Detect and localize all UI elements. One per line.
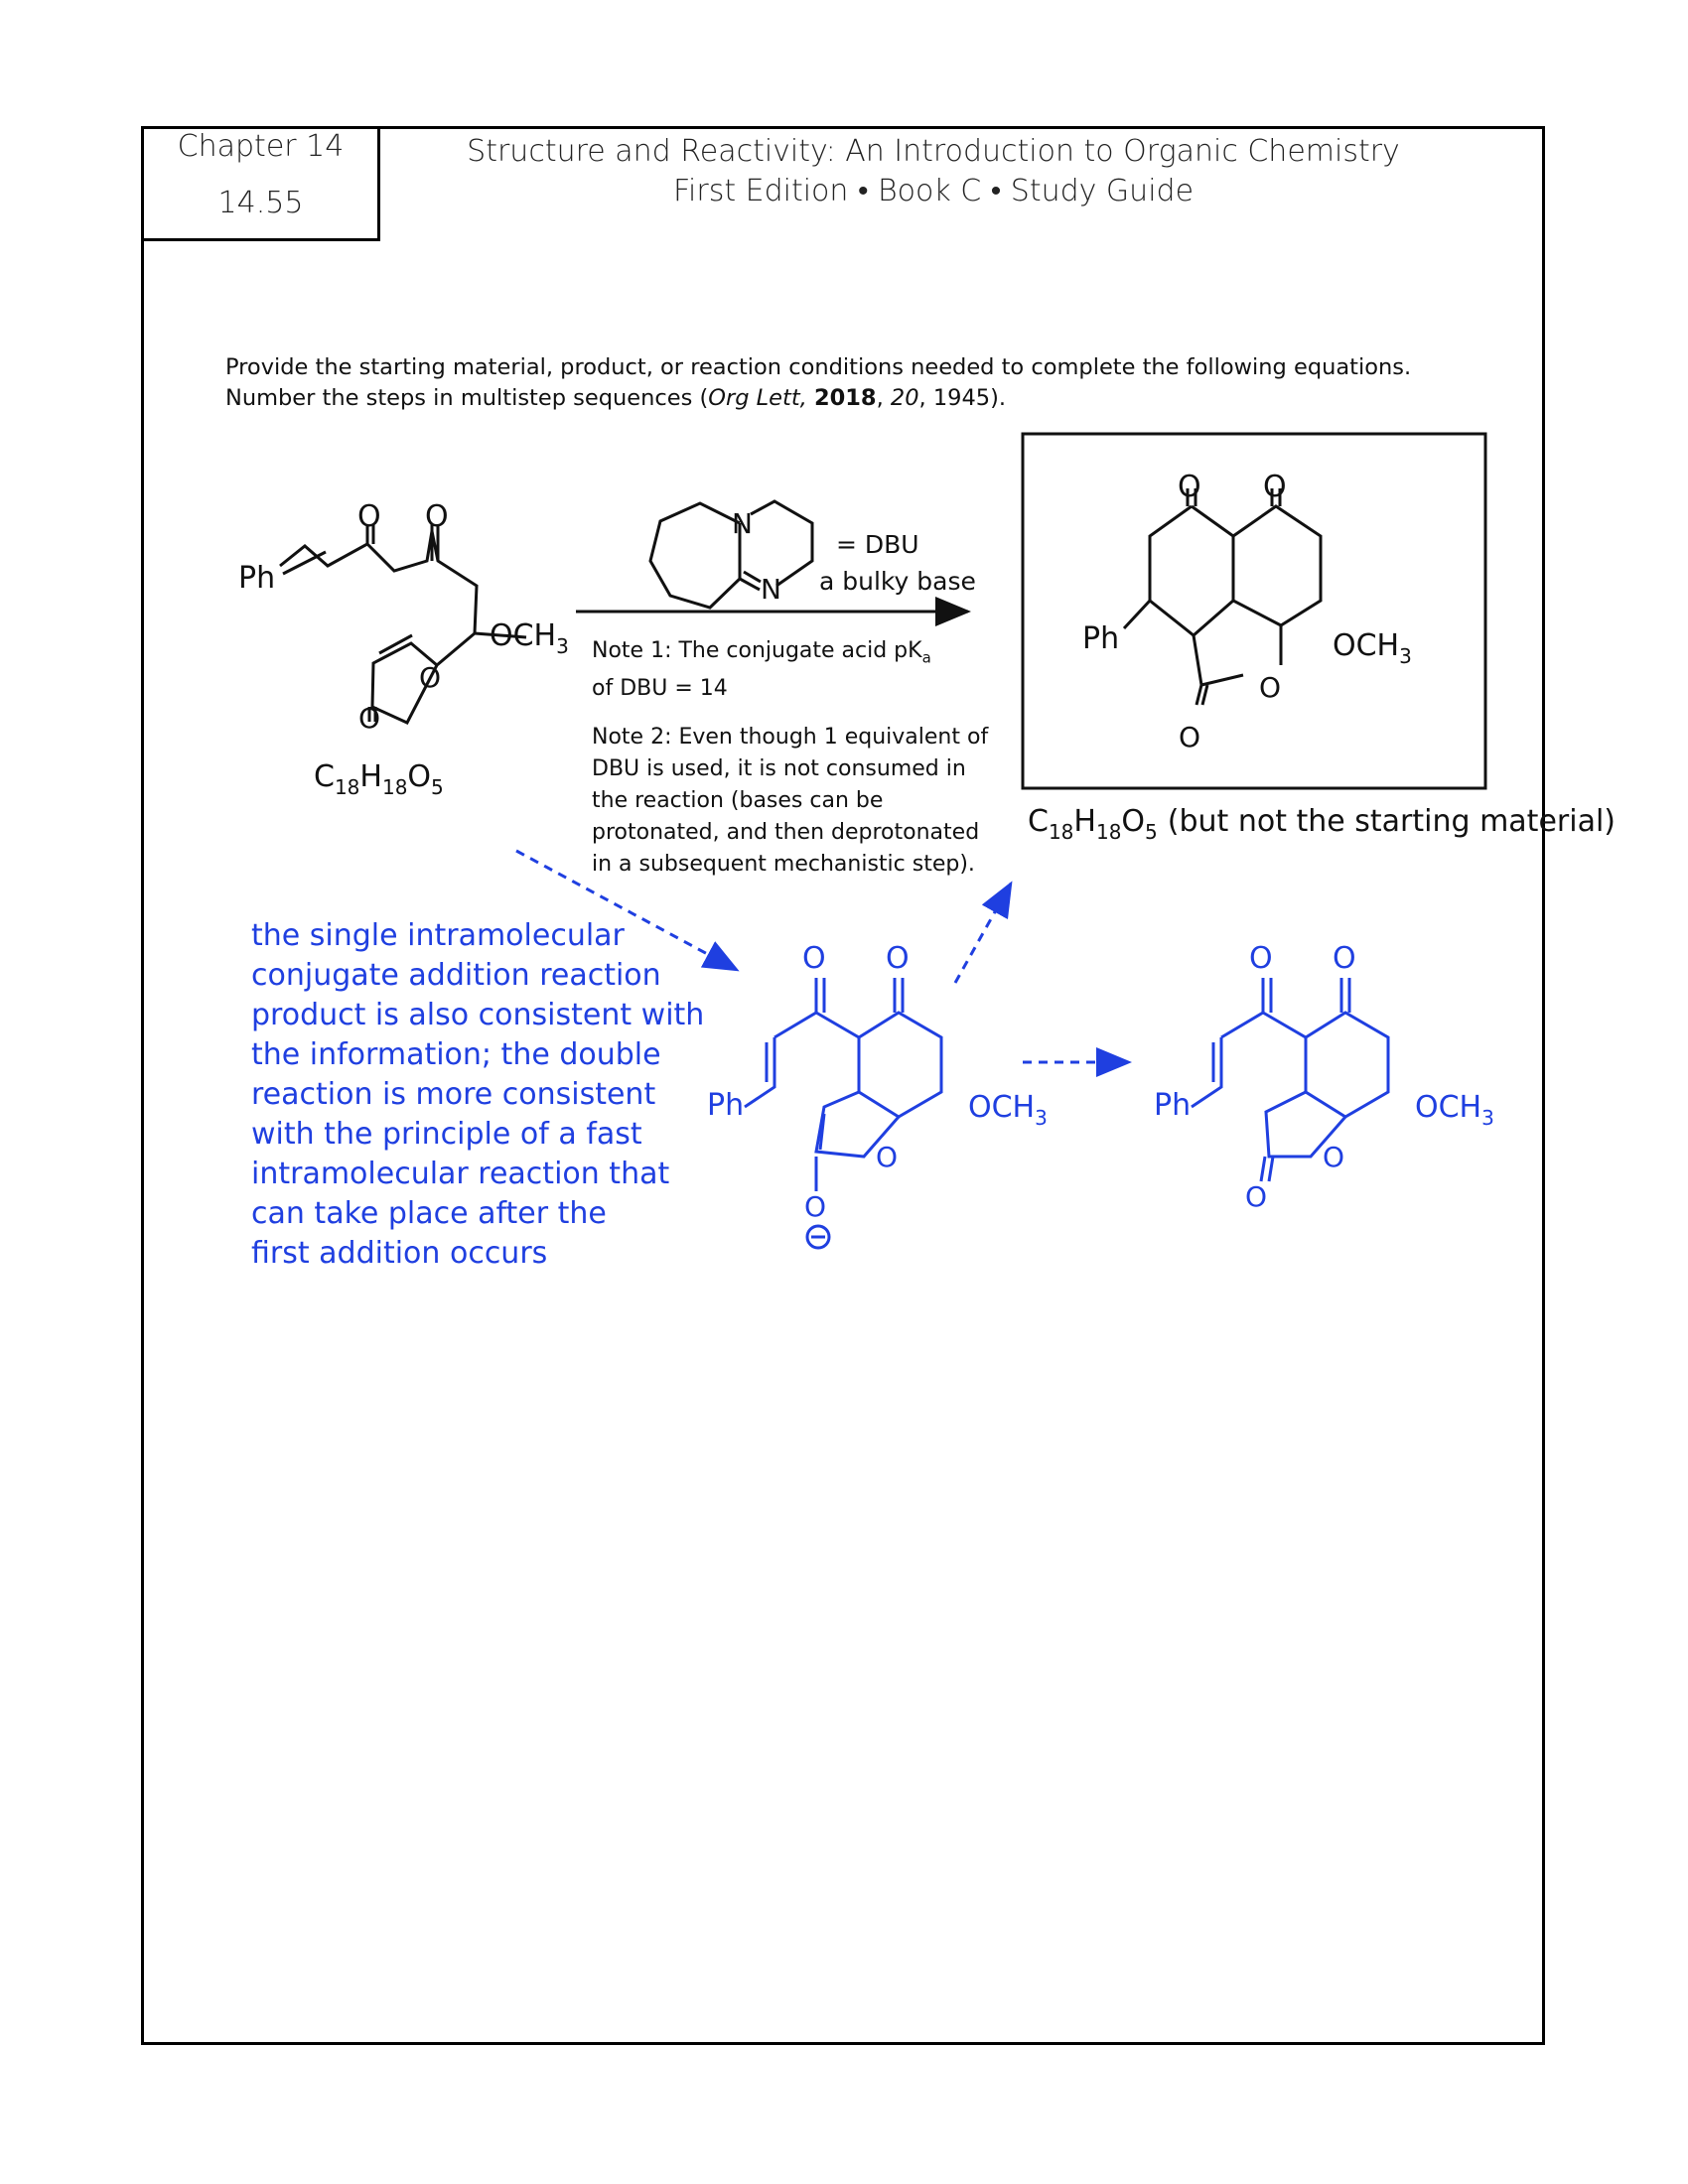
int-ring-o-label: O (876, 1141, 899, 1173)
dashed-arrow-2 (955, 884, 1011, 983)
prod-och3-label: $OCH_3$ (1333, 628, 1412, 668)
bp-ring-o-label: O (1323, 1141, 1345, 1173)
prod-ph-label: Ph (1082, 621, 1120, 656)
instruction-line-2: Number the steps in multistep sequences (Org Lett, 2018, 20, 1945). (225, 385, 1007, 411)
intermediate-structure (745, 978, 941, 1191)
sm-och3-label: $OCH_3$ (490, 618, 569, 658)
sm-o2-label: O (425, 499, 449, 534)
product-structure (1124, 488, 1321, 705)
instruction-line-1: Provide the starting material, product, or reaction conditions needed to complete the following equations. (225, 354, 1412, 380)
int-o1-label: O (802, 941, 826, 976)
blue-product-structure (1192, 978, 1388, 1181)
int-och3-label: $OCH_3$ (968, 1090, 1048, 1130)
chapter-label: Chapter 14 (177, 129, 345, 164)
int-enolate-o-label: O (804, 1190, 827, 1223)
book-title: Structure and Reactivity: An Introduction to Organic Chemistry (467, 134, 1400, 169)
int-o2-label: O (886, 941, 910, 976)
bp-ph-label: Ph (1154, 1088, 1192, 1123)
prod-o1-label: O (1178, 470, 1201, 504)
dbu-equals-label: = DBU (836, 530, 919, 559)
bp-o2-label: O (1333, 941, 1356, 976)
negative-charge-icon (807, 1226, 829, 1248)
starting-material-labels (238, 499, 569, 799)
sm-o1-label: O (357, 499, 381, 534)
prod-ring-o-label: O (1259, 671, 1282, 704)
dashed-arrow-1 (516, 851, 737, 970)
note-2: Note 2: Even though 1 equivalent of DBU is used, it is not consumed in the reaction (bases can be protonated, and then deprotonated in a subsequent mechanistic step). (592, 725, 989, 877)
bp-och3-label: $OCH_3$ (1415, 1090, 1494, 1130)
prod-lactone-o-label: O (1179, 721, 1201, 753)
note-1: Note 1: The conjugate acid $pK_a$ of DBU = 14 (592, 638, 931, 702)
sm-formula: $C_{18}H_{18}O_5$ (314, 759, 444, 799)
prod-o2-label: O (1263, 470, 1287, 504)
dbu-n2-label: N (761, 573, 781, 606)
dbu-n1-label: N (732, 507, 753, 540)
dbu-description: a bulky base (819, 567, 976, 596)
problem-number: 14.55 (217, 186, 304, 220)
sm-ph-label: Ph (238, 561, 276, 596)
answer-explanation: the single intramolecular conjugate addition reaction product is also consistent with the information; the double reaction is more consistent with the principle of a fast intramolecular reaction that can take place after the first addition occurs (251, 918, 705, 1271)
int-ph-label: Ph (707, 1088, 745, 1123)
bp-o1-label: O (1249, 941, 1273, 976)
product-formula: $C_{18}H_{18}O_5$ (but not the starting material) (1028, 804, 1616, 844)
bp-lactone-o-label: O (1245, 1180, 1268, 1213)
book-subtitle: First Edition • Book C • Study Guide (672, 174, 1195, 208)
sm-lactone-o-label: O (358, 702, 381, 735)
sm-ring-o-label: O (419, 661, 442, 694)
